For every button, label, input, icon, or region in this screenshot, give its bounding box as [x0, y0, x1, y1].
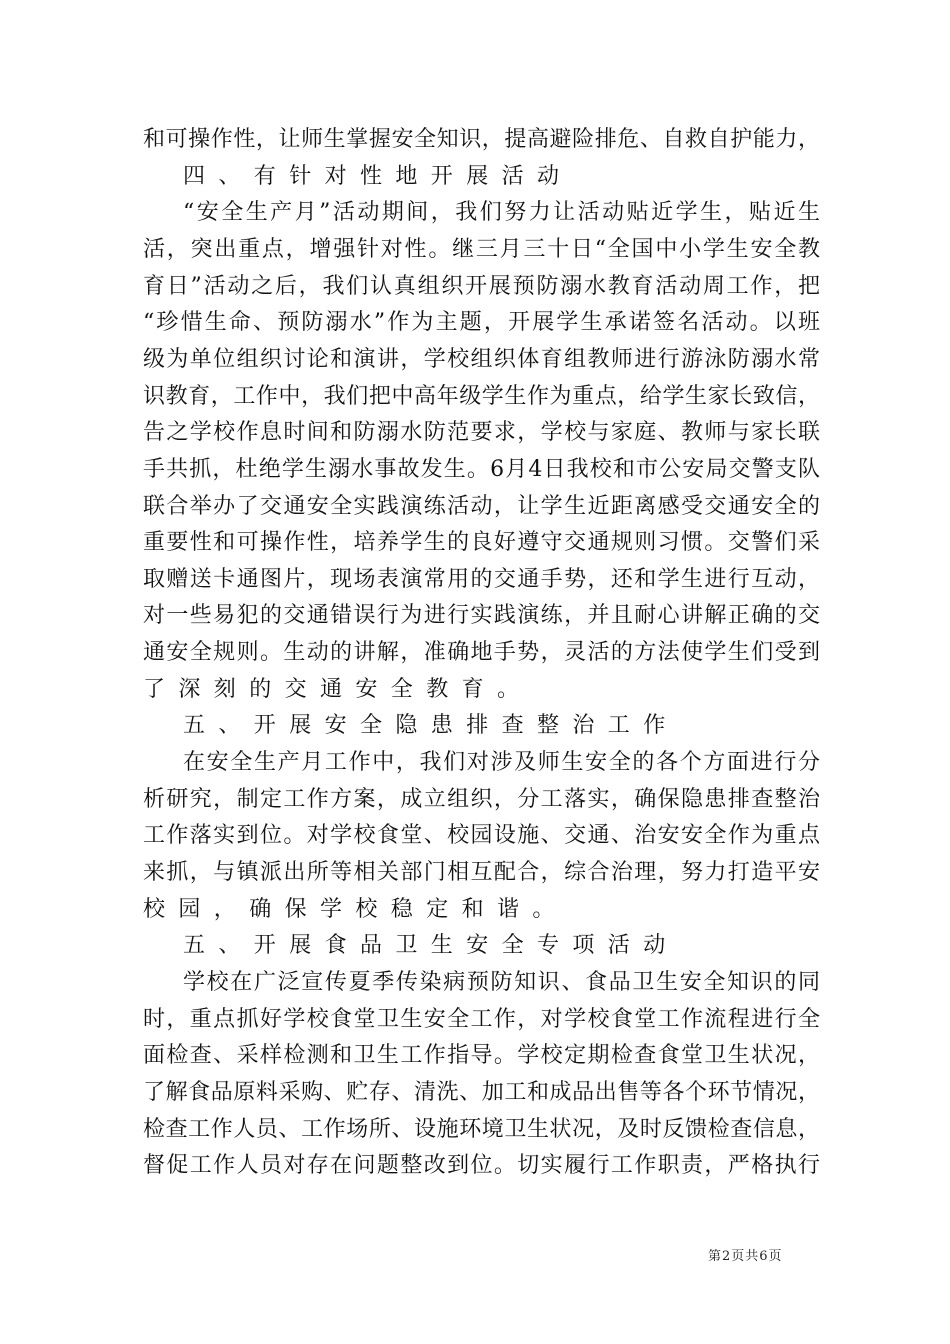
text-line: 督促工作人员对存在问题整改到位。切实履行工作职责，严格执行 [143, 1153, 820, 1179]
text-line: 析研究，制定工作方案，成立组织，分工落实，确保隐患排查整治 [143, 786, 820, 812]
page-number: 第2页共6页 [708, 1249, 783, 1264]
text-line: 面检查、采样检测和卫生工作指导。学校定期检查食堂卫生状况， [143, 1043, 820, 1069]
text-line: 对一些易犯的交通错误行为进行实践演练，并且耐心讲解正确的交 [143, 603, 820, 629]
text-line: 取赠送卡通图片，现场表演常用的交通手势，还和学生进行互动， [143, 566, 820, 592]
text-line: 联合举办了交通安全实践演练活动，让学生近距离感受交通安全的 [143, 493, 820, 519]
text-line: 告之学校作息时间和防溺水防范要求，学校与家庭、教师与家长联 [143, 420, 820, 446]
text-line: 重要性和可操作性，培养学生的良好遵守交通规则习惯。交警们采 [143, 530, 820, 556]
text-line: 检查工作人员、工作场所、设施环境卫生状况，及时反馈检查信息， [143, 1116, 820, 1142]
text-line: “珍惜生命、预防溺水”作为主题，开展学生承诺签名活动。以班 [143, 310, 820, 336]
text-line: 育日”活动之后，我们认真组织开展预防溺水教育活动周工作，把 [143, 273, 820, 299]
section-heading: 四、有针对性地开展活动 [183, 163, 573, 189]
text-line: 工作落实到位。对学校食堂、校园设施、交通、治安安全作为重点 [143, 823, 820, 849]
section-heading: 五、开展安全隐患排查整治工作 [183, 713, 679, 739]
text-line: 校园，确保学校稳定和谐。 [143, 896, 568, 922]
text-line: 来抓，与镇派出所等相关部门相互配合，综合治理，努力打造平安 [143, 860, 820, 885]
text-line: 时，重点抓好学校食堂卫生安全工作，对学校食堂工作流程进行全 [143, 1006, 820, 1032]
text-line: 活，突出重点，增强针对性。继三月三十日“全国中小学生安全教 [143, 236, 820, 262]
text-line: 了解食品原料采购、贮存、清洗、加工和成品出售等各个环节情况， [143, 1079, 820, 1105]
text-line: 和可操作性，让师生掌握安全知识，提高避险排危、自救自护能力， [143, 127, 820, 152]
text-line: 级为单位组织讨论和演讲，学校组织体育组教师进行游泳防溺水常 [143, 346, 820, 372]
text-line: 识教育，工作中，我们把中高年级学生作为重点，给学生家长致信， [143, 383, 820, 409]
text-line: 学校在广泛宣传夏季传染病预防知识、食品卫生安全知识的同 [183, 969, 820, 995]
text-line: “安全生产月”活动期间，我们努力让活动贴近学生，贴近生 [183, 200, 820, 226]
text-line: 在安全生产月工作中，我们对涉及师生安全的各个方面进行分 [183, 750, 820, 776]
text-line: 手共抓，杜绝学生溺水事故发生。6月4日我校和市公安局交警支队 [143, 456, 820, 482]
text-line: 通安全规则。生动的讲解，准确地手势，灵活的方法使学生们受到 [143, 640, 820, 666]
text-line: 了深刻的交通安全教育。 [143, 676, 533, 702]
section-heading: 五、开展食品卫生安全专项活动 [183, 933, 679, 959]
